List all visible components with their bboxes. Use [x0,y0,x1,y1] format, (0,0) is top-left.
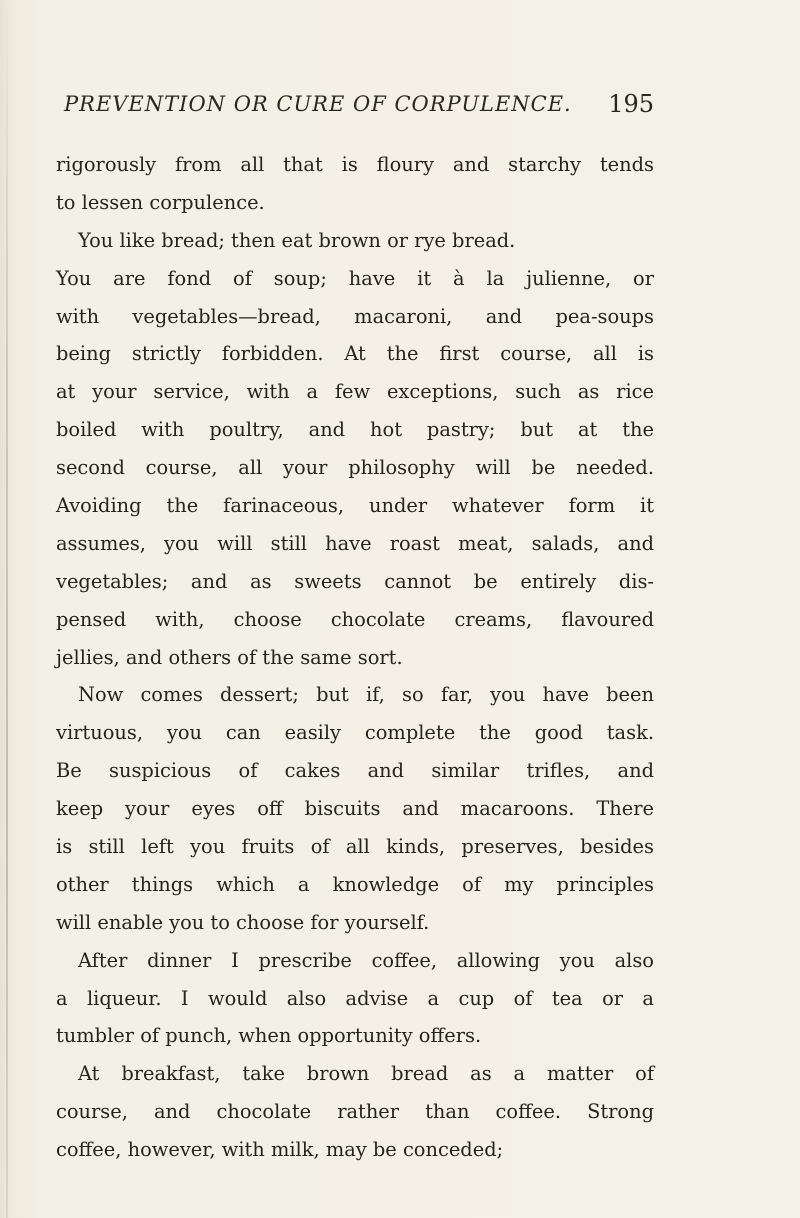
running-title: PREVENTION OR CURE OF CORPULENCE. [64,92,572,116]
text-line: Be suspicious of cakes and similar trifles, and [56,759,654,783]
text-line: pensed with, choose chocolate creams, flavoured [56,607,654,631]
running-head [64,92,654,126]
page-number: 195 [608,90,654,118]
text-line: jellies, and others of the same sort. [56,645,403,669]
text-line: other things which a knowledge of my principles [56,872,654,896]
text-line: at your service, with a few exceptions, such as rice [56,380,654,404]
text-line: a liqueur. I would also advise a cup of tea or a [56,986,654,1010]
text-line: You like bread; then eat brown or rye bread. [78,228,516,252]
text-line: to lessen corpulence. [56,190,265,214]
text-line: vegetables; and as sweets cannot be entirely dis- [56,569,654,593]
text-line: will enable you to choose for yourself. [56,910,430,934]
text-line: being strictly forbidden. At the first course, all is [56,342,654,366]
text-line: You are fond of soup; have it à la julienne, or [56,266,654,290]
text-line: assumes, you will still have roast meat, salads, and [56,531,654,555]
text-line: with vegetables—bread, macaroni, and pea-soups [56,304,654,328]
text-line: rigorously from all that is floury and starchy tends [56,153,654,176]
text-line: course, and chocolate rather than coffee. Strong [56,1100,654,1124]
text-line: second course, all your philosophy will be needed. [56,456,654,480]
binding-gutter [6,0,8,1218]
text-line: is still left you fruits of all kinds, preserves, besides [56,835,654,859]
text-line: keep your eyes off biscuits and macaroons. There [56,797,654,821]
text-line: tumbler of punch, when opportunity offers. [56,1024,482,1048]
text-line: virtuous, you can easily complete the good task. [56,721,654,745]
text-line: coffee, however, with milk, may be conceded; [56,1138,504,1162]
body-text [56,146,654,1169]
text-line: boiled with poultry, and hot pastry; but at the [56,418,654,442]
text-line: Avoiding the farinaceous, under whatever form it [56,494,654,518]
text-line: Now comes dessert; but if, so far, you have been [78,683,654,707]
text-line: At breakfast, take brown bread as a matter of [78,1062,654,1086]
text-line: After dinner I prescribe coffee, allowing you also [78,948,654,972]
